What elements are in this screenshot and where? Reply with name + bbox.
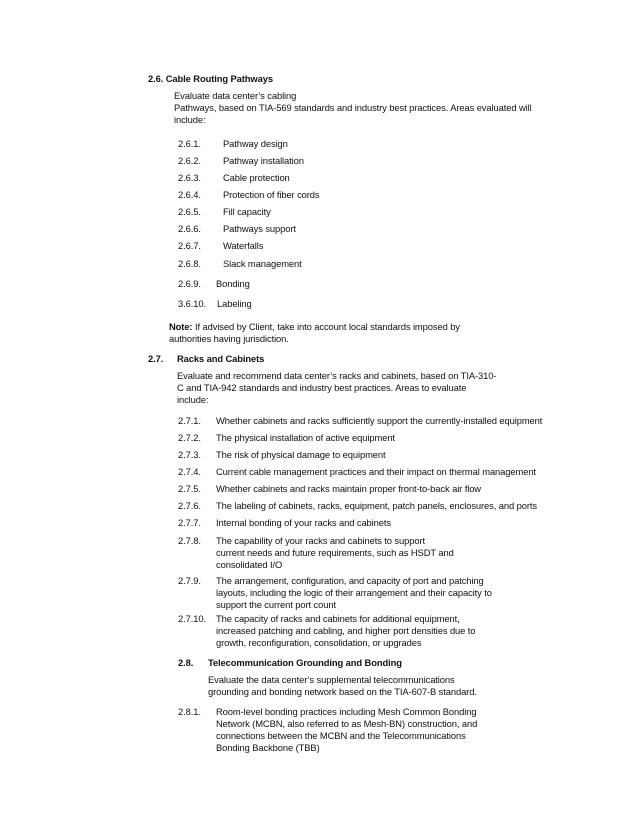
item-number: 2.6.7. xyxy=(178,240,201,251)
item-text: Pathway design xyxy=(223,138,288,149)
item-text-continued: Network (MCBN, also referred to as Mesh-BN) construction, and xyxy=(216,718,478,729)
item-number: 2.6.6. xyxy=(178,223,201,234)
item-text-continued: consolidated I/O xyxy=(216,559,283,570)
item-text: Room-level bonding practices including Mesh Common Bonding xyxy=(216,706,477,717)
list-item xyxy=(178,278,250,290)
list-item xyxy=(178,575,484,587)
item-number: 2.6.5. xyxy=(178,206,201,217)
item-number: 2.6.9. xyxy=(178,278,201,289)
item-text-continued: increased patching and cabling, and higher port densities due to xyxy=(216,625,476,636)
item-text: The arrangement, configuration, and capacity of port and patching xyxy=(216,575,484,586)
section-2-7-heading xyxy=(148,353,264,365)
list-item xyxy=(178,172,290,184)
item-text: Current cable management practices and their impact on thermal management xyxy=(216,466,536,477)
item-text: Bonding xyxy=(216,278,250,289)
list-item xyxy=(178,500,537,512)
item-text-continued: layouts, including the logic of their arrangement and their capacity to xyxy=(216,587,492,598)
item-text: The risk of physical damage to equipment xyxy=(216,449,386,460)
item-text-continued: connections between the MCBN and the Telecommunications xyxy=(216,730,466,741)
list-item xyxy=(178,483,481,495)
note-text: If advised by Client, take into account local standards imposed by xyxy=(194,321,460,332)
item-text-continued: Bonding Backbone (TBB) xyxy=(216,742,320,753)
list-item xyxy=(178,298,252,310)
item-number: 2.6.3. xyxy=(178,172,201,183)
item-number: 2.7.7. xyxy=(178,517,201,528)
item-text: Labeling xyxy=(217,298,252,309)
section-2-6-intro-line-1: Evaluate data center’s cabling xyxy=(174,90,297,101)
section-2-7-intro-line-1: Evaluate and recommend data center’s racks and cabinets, based on TIA-310- xyxy=(177,370,497,381)
item-number: 2.7.9. xyxy=(178,575,201,586)
item-text: Cable protection xyxy=(223,172,290,183)
item-text: The capacity of racks and cabinets for additional equipment, xyxy=(216,613,460,624)
item-number: 3.6.10. xyxy=(178,298,206,309)
item-number: 2.6.4. xyxy=(178,189,201,200)
list-item xyxy=(178,432,395,444)
item-text: Slack management xyxy=(223,258,302,269)
list-item xyxy=(178,189,320,201)
item-text: Whether cabinets and racks sufficiently support the currently-installed equipment xyxy=(216,415,543,426)
item-text: Fill capacity xyxy=(223,206,271,217)
list-item xyxy=(178,240,263,252)
item-number: 2.7.5. xyxy=(178,483,201,494)
section-number: 2.8. xyxy=(178,657,194,668)
item-text: Protection of fiber cords xyxy=(223,189,320,200)
item-number: 2.7.4. xyxy=(178,466,201,477)
item-number: 2.7.3. xyxy=(178,449,201,460)
note-line-1 xyxy=(169,321,460,333)
item-text-continued: growth, reconfiguration, consolidation, or upgrades xyxy=(216,637,422,648)
section-2-6-intro-line-2: Pathways, based on TIA-569 standards and industry best practices. Areas evaluated will xyxy=(174,102,532,113)
item-text: The labeling of cabinets, racks, equipment, patch panels, enclosures, and ports xyxy=(216,500,537,511)
list-item xyxy=(178,517,391,529)
item-text-continued: current needs and future requirements, such as HSDT and xyxy=(216,547,454,558)
section-2-7-intro-line-2: C and TIA-942 standards and industry best practices. Areas to evaluate xyxy=(177,382,467,393)
section-number: 2.7. xyxy=(148,353,164,364)
section-2-6-heading: 2.6. Cable Routing Pathways xyxy=(148,73,273,84)
item-number: 2.7.10. xyxy=(178,613,206,624)
item-number: 2.7.1. xyxy=(178,415,201,426)
list-item xyxy=(178,613,460,625)
item-number: 2.7.2. xyxy=(178,432,201,443)
item-number: 2.7.8. xyxy=(178,535,201,546)
section-2-6-intro-line-3: include: xyxy=(174,114,206,125)
list-item xyxy=(178,706,477,718)
list-item xyxy=(178,223,296,235)
item-text: Internal bonding of your racks and cabinets xyxy=(216,517,391,528)
item-text: Waterfalls xyxy=(223,240,264,251)
list-item xyxy=(178,535,425,547)
item-text-continued: support the current port count xyxy=(216,599,336,610)
item-text: The physical installation of active equipment xyxy=(216,432,395,443)
section-title: Telecommunication Grounding and Bonding xyxy=(208,657,402,668)
item-text: The capability of your racks and cabinets to support xyxy=(216,535,425,546)
section-2-7-intro-line-3: include: xyxy=(177,394,209,405)
list-item xyxy=(178,138,288,150)
item-number: 2.8.1. xyxy=(178,706,201,717)
item-text: Pathways support xyxy=(223,223,296,234)
item-text: Whether cabinets and racks maintain proper front-to-back air flow xyxy=(216,483,481,494)
section-2-8-intro-line-2: grounding and bonding network based on the TIA-607-B standard. xyxy=(208,686,477,697)
note-label: Note: xyxy=(169,321,193,332)
list-item xyxy=(178,466,536,478)
item-number: 2.7.6. xyxy=(178,500,201,511)
list-item xyxy=(178,415,542,427)
list-item xyxy=(178,155,304,167)
item-number: 2.6.2. xyxy=(178,155,201,166)
section-title: Racks and Cabinets xyxy=(177,353,265,364)
list-item xyxy=(178,206,271,218)
item-number: 2.6.8. xyxy=(178,258,201,269)
section-2-8-intro-line-1: Evaluate the data center’s supplemental telecommunications xyxy=(208,674,455,685)
section-2-8-heading xyxy=(178,657,402,669)
list-item xyxy=(178,258,302,270)
note-line-2: authorities having jurisdiction. xyxy=(169,333,289,344)
list-item xyxy=(178,449,386,461)
item-text: Pathway installation xyxy=(223,155,304,166)
item-number: 2.6.1. xyxy=(178,138,201,149)
